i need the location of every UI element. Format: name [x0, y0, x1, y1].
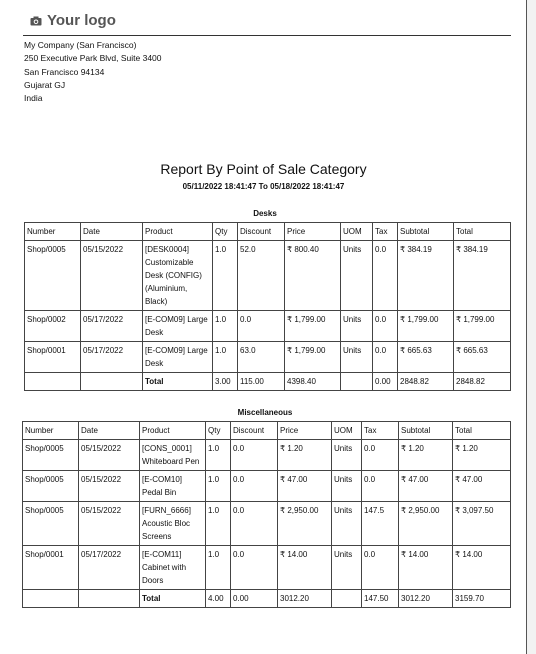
total-cell-uom [332, 590, 362, 608]
cell-price: ₹ 14.00 [278, 546, 332, 590]
cell-qty: 1.0 [213, 241, 238, 311]
column-header-uom: UOM [341, 223, 373, 241]
cell-price: ₹ 800.40 [285, 241, 341, 311]
total-cell-total: 3159.70 [453, 590, 511, 608]
cell-discount: 63.0 [238, 342, 285, 373]
cell-qty: 1.0 [206, 471, 231, 502]
total-cell-qty: 3.00 [213, 373, 238, 391]
total-cell-product: Total [143, 373, 213, 391]
cell-product: [E-COM09] Large Desk [143, 342, 213, 373]
table-row [23, 502, 511, 546]
cell-uom: Units [332, 502, 362, 546]
logo-text: Your logo [47, 12, 116, 29]
cell-date: 05/17/2022 [81, 311, 143, 342]
cell-qty: 1.0 [213, 342, 238, 373]
total-cell-date [81, 373, 143, 391]
cell-tax: 0.0 [362, 471, 399, 502]
total-cell-subtotal: 2848.82 [398, 373, 454, 391]
table-row [25, 241, 511, 311]
cell-number: Shop/0005 [23, 440, 79, 471]
cell-date: 05/15/2022 [79, 440, 140, 471]
cell-price: ₹ 2,950.00 [278, 502, 332, 546]
cell-subtotal: ₹ 665.63 [398, 342, 454, 373]
total-cell-uom [341, 373, 373, 391]
total-cell-price: 3012.20 [278, 590, 332, 608]
cell-price: ₹ 47.00 [278, 471, 332, 502]
report-title: Report By Point of Sale Category [160, 161, 367, 177]
cell-product: [DESK0004] Customizable Desk (CONFIG) (Aluminium, Black) [143, 241, 213, 311]
cell-total: ₹ 384.19 [454, 241, 511, 311]
address-line: 250 Executive Park Blvd, Suite 3400 [24, 53, 162, 64]
total-cell-tax: 147.50 [362, 590, 399, 608]
cell-product: [E-COM10] Pedal Bin [140, 471, 206, 502]
column-header-discount: Discount [238, 223, 285, 241]
cell-discount: 52.0 [238, 241, 285, 311]
column-header-price: Price [285, 223, 341, 241]
cell-uom: Units [332, 546, 362, 590]
address-line: San Francisco 94134 [24, 66, 105, 77]
table-row [25, 311, 511, 342]
total-cell-total: 2848.82 [454, 373, 511, 391]
column-header-product: Product [143, 223, 213, 241]
desks-table [24, 222, 511, 391]
cell-product: [E-COM09] Large Desk [143, 311, 213, 342]
cell-tax: 147.5 [362, 502, 399, 546]
cell-total: ₹ 47.00 [453, 471, 511, 502]
column-header-qty: Qty [213, 223, 238, 241]
cell-uom: Units [332, 471, 362, 502]
column-header-discount: Discount [231, 422, 278, 440]
cell-uom: Units [341, 241, 373, 311]
total-cell-number [23, 590, 79, 608]
column-header-subtotal: Subtotal [399, 422, 453, 440]
cell-subtotal: ₹ 47.00 [399, 471, 453, 502]
miscellaneous-table [22, 421, 511, 608]
total-row [25, 373, 511, 391]
table-header-row [23, 422, 511, 440]
cell-number: Shop/0005 [23, 502, 79, 546]
column-header-number: Number [23, 422, 79, 440]
cell-product: [CONS_0001] Whiteboard Pen [140, 440, 206, 471]
company-logo [30, 12, 116, 29]
company-address [24, 39, 162, 105]
column-header-number: Number [25, 223, 81, 241]
column-header-price: Price [278, 422, 332, 440]
cell-number: Shop/0001 [23, 546, 79, 590]
cell-total: ₹ 1,799.00 [454, 311, 511, 342]
cell-subtotal: ₹ 1,799.00 [398, 311, 454, 342]
total-cell-tax: 0.00 [373, 373, 398, 391]
column-header-uom: UOM [332, 422, 362, 440]
cell-number: Shop/0002 [25, 311, 81, 342]
section-title-miscellaneous: Miscellaneous [237, 408, 293, 417]
address-line: India [24, 93, 43, 104]
column-header-product: Product [140, 422, 206, 440]
column-header-tax: Tax [362, 422, 399, 440]
table-row [23, 546, 511, 590]
cell-discount: 0.0 [238, 311, 285, 342]
total-cell-price: 4398.40 [285, 373, 341, 391]
total-row [23, 590, 511, 608]
cell-tax: 0.0 [362, 546, 399, 590]
address-line: Gujarat GJ [24, 79, 66, 90]
cell-total: ₹ 665.63 [454, 342, 511, 373]
column-header-qty: Qty [206, 422, 231, 440]
address-line: My Company (San Francisco) [24, 40, 137, 50]
cell-total: ₹ 14.00 [453, 546, 511, 590]
column-header-total: Total [453, 422, 511, 440]
cell-uom: Units [332, 440, 362, 471]
total-cell-qty: 4.00 [206, 590, 231, 608]
cell-discount: 0.0 [231, 546, 278, 590]
column-header-date: Date [81, 223, 143, 241]
cell-date: 05/15/2022 [81, 241, 143, 311]
header-divider [23, 35, 511, 36]
cell-price: ₹ 1,799.00 [285, 342, 341, 373]
cell-qty: 1.0 [206, 440, 231, 471]
cell-product: [FURN_6666] Acoustic Bloc Screens [140, 502, 206, 546]
cell-uom: Units [341, 311, 373, 342]
table-row [23, 440, 511, 471]
cell-number: Shop/0005 [25, 241, 81, 311]
section-title-desks: Desks [253, 209, 277, 218]
total-cell-number [25, 373, 81, 391]
cell-qty: 1.0 [206, 502, 231, 546]
total-cell-subtotal: 3012.20 [399, 590, 453, 608]
cell-subtotal: ₹ 14.00 [399, 546, 453, 590]
cell-tax: 0.0 [373, 342, 398, 373]
cell-subtotal: ₹ 384.19 [398, 241, 454, 311]
cell-uom: Units [341, 342, 373, 373]
cell-product: [E-COM11] Cabinet with Doors [140, 546, 206, 590]
report-date-range: 05/11/2022 18:41:47 To 05/18/2022 18:41:47 [182, 182, 345, 191]
cell-subtotal: ₹ 1.20 [399, 440, 453, 471]
cell-total: ₹ 1.20 [453, 440, 511, 471]
cell-subtotal: ₹ 2,950.00 [399, 502, 453, 546]
column-header-total: Total [454, 223, 511, 241]
column-header-tax: Tax [373, 223, 398, 241]
cell-date: 05/17/2022 [81, 342, 143, 373]
cell-number: Shop/0005 [23, 471, 79, 502]
total-cell-date [79, 590, 140, 608]
cell-date: 05/15/2022 [79, 471, 140, 502]
cell-price: ₹ 1,799.00 [285, 311, 341, 342]
total-cell-discount: 115.00 [238, 373, 285, 391]
column-header-date: Date [79, 422, 140, 440]
cell-discount: 0.0 [231, 502, 278, 546]
cell-discount: 0.0 [231, 471, 278, 502]
cell-discount: 0.0 [231, 440, 278, 471]
total-cell-product: Total [140, 590, 206, 608]
cell-price: ₹ 1.20 [278, 440, 332, 471]
cell-date: 05/15/2022 [79, 502, 140, 546]
camera-icon [30, 16, 42, 26]
cell-qty: 1.0 [213, 311, 238, 342]
cell-total: ₹ 3,097.50 [453, 502, 511, 546]
table-header-row [25, 223, 511, 241]
cell-number: Shop/0001 [25, 342, 81, 373]
cell-tax: 0.0 [362, 440, 399, 471]
column-header-subtotal: Subtotal [398, 223, 454, 241]
cell-tax: 0.0 [373, 241, 398, 311]
table-row [25, 342, 511, 373]
cell-qty: 1.0 [206, 546, 231, 590]
cell-date: 05/17/2022 [79, 546, 140, 590]
total-cell-discount: 0.00 [231, 590, 278, 608]
table-row [23, 471, 511, 502]
cell-tax: 0.0 [373, 311, 398, 342]
